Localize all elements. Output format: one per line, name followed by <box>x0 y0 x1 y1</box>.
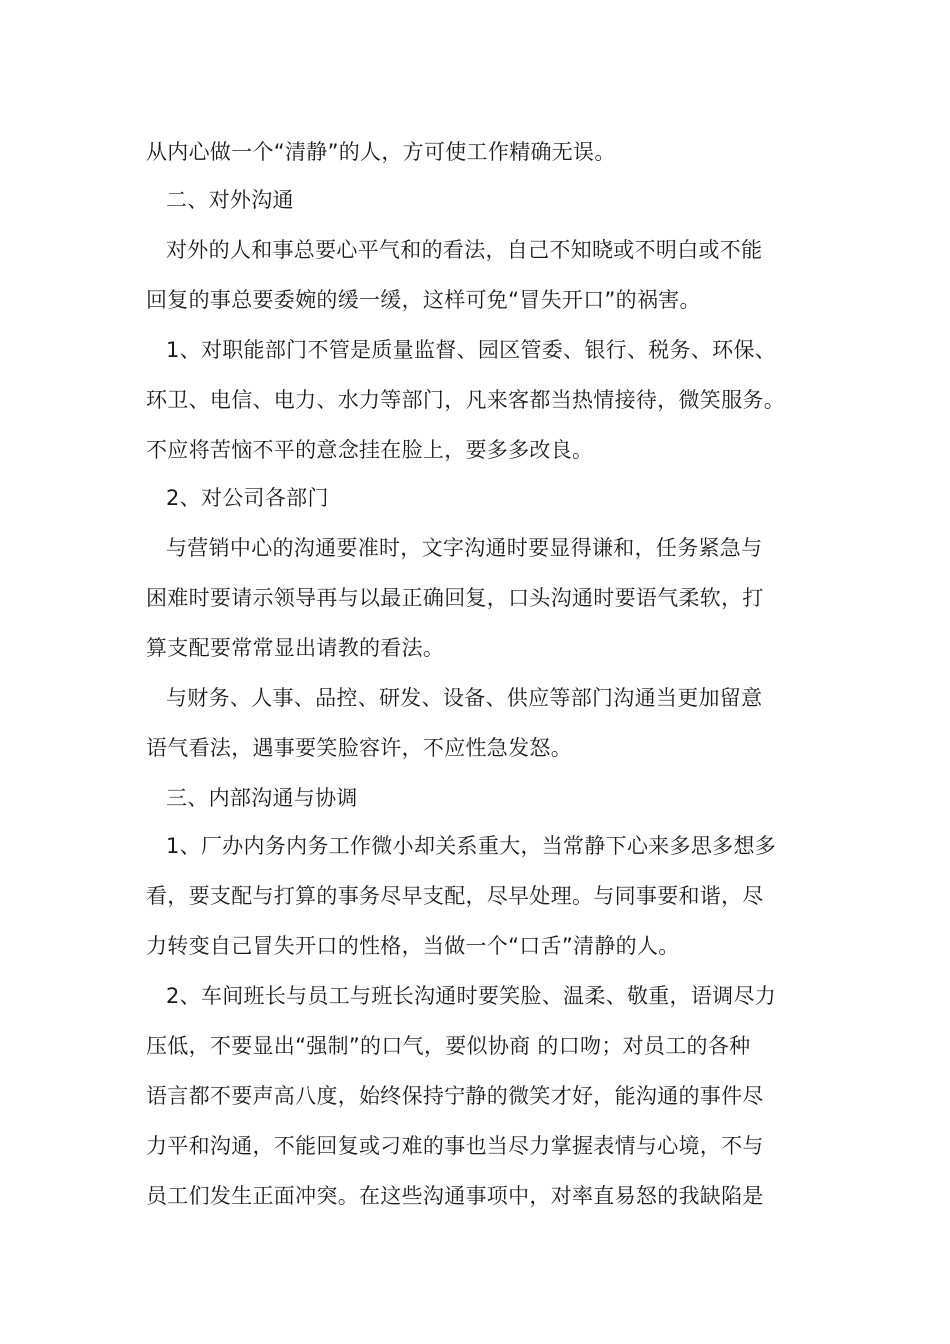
paragraph-line: 力平和沟通，不能回复或刁难的事也当尽力掌握表情与心境，不与 <box>146 1134 764 1158</box>
paragraph-line: 压低，不要显出“强制”的口气，要似协商 的口吻；对员工的各种 <box>146 1034 751 1058</box>
section-heading: 二、对外沟通 <box>166 188 294 212</box>
subsection-heading: 2、对公司各部门 <box>166 486 329 510</box>
paragraph-line: 2、车间班长与员工与班长沟通时要笑脸、温柔、敬重，语调尽力 <box>166 984 777 1008</box>
paragraph-line: 1、厂办内务内务工作微小却关系重大，当常静下心来多思多想多 <box>166 834 777 858</box>
paragraph-line: 困难时要请示领导再与以最正确回复，口头沟通时要语气柔软，打 <box>146 586 764 610</box>
paragraph-line: 从内心做一个“清静”的人，方可使工作精确无误。 <box>146 140 616 164</box>
paragraph-line: 语言都不要声高八度，始终保持宁静的微笑才好，能沟通的事件尽 <box>146 1084 764 1108</box>
paragraph-line: 语气看法，遇事要笑脸容许，不应性急发怒。 <box>146 736 572 760</box>
paragraph-line: 与营销中心的沟通要准时，文字沟通时要显得谦和，任务紧急与 <box>166 536 763 560</box>
paragraph-line: 回复的事总要委婉的缓一缓，这样可免“冒失开口”的祸害。 <box>146 288 701 312</box>
paragraph-line: 不应将苦恼不平的意念挂在脸上，要多多改良。 <box>146 438 594 462</box>
paragraph-line: 环卫、电信、电力、水力等部门，凡来客都当热情接待，微笑服务。 <box>146 388 785 412</box>
paragraph-line: 对外的人和事总要心平气和的看法，自己不知晓或不明白或不能 <box>166 238 763 262</box>
paragraph-line: 1、对职能部门不管是质量监督、园区管委、银行、税务、环保、 <box>166 338 777 362</box>
paragraph-line: 与财务、人事、品控、研发、设备、供应等部门沟通当更加留意 <box>166 686 763 710</box>
paragraph-line: 力转变自己冒失开口的性格，当做一个“口舌”清静的人。 <box>146 934 680 958</box>
section-heading: 三、内部沟通与协调 <box>166 786 358 810</box>
paragraph-line: 员工们发生正面冲突。在这些沟通事项中，对率直易怒的我缺陷是 <box>146 1184 764 1208</box>
paragraph-line: 算支配要常常显出请教的看法。 <box>146 636 445 660</box>
paragraph-line: 看，要支配与打算的事务尽早支配，尽早处理。与同事要和谐，尽 <box>146 884 764 908</box>
